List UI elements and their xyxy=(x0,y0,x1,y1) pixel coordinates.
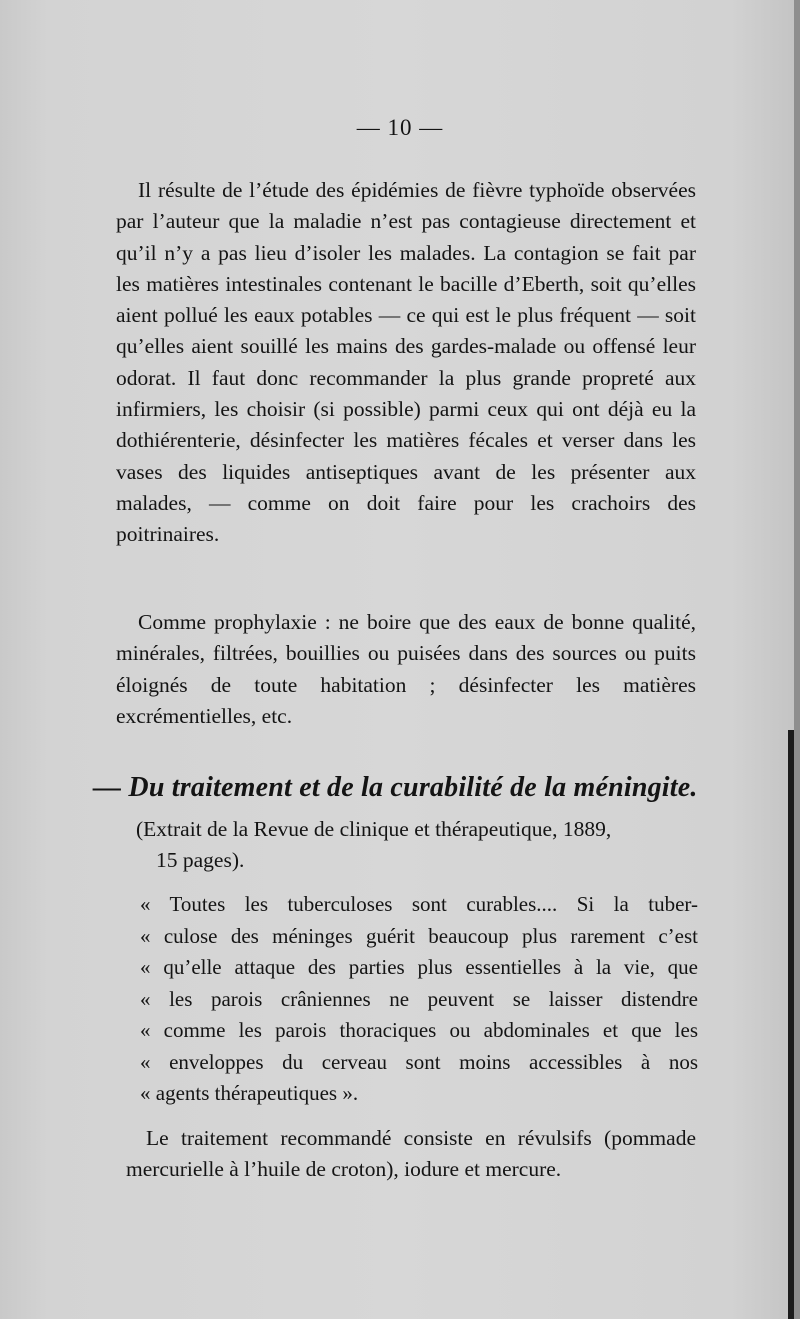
paragraph-treatment xyxy=(126,1123,696,1185)
quote-line: « comme les parois thoraciques ou abdominales et que les xyxy=(140,1018,698,1042)
quote-line: « les parois crâniennes ne peuvent se laisser distendre xyxy=(140,986,698,1011)
paragraph-text: Le traitement recommandé consiste en révulsifs (pommade mercurielle à l’huile de croton), iodure et mercure. xyxy=(126,1126,696,1181)
source-line-2: 15 pages). xyxy=(156,848,245,872)
paragraph-text: Comme prophylaxie : ne boire que des eaux de bonne qualité, minérales, filtrées, bouillies ou puisées dans des sources ou puits éloignés de toute habitation ; désinfecter les matières excrémentielles, etc. xyxy=(116,610,696,728)
quote-line: « culose des méninges guérit beaucoup plus rarement c’est xyxy=(140,923,698,948)
section-title: — Du traitement et de la curabilité de la méningite. xyxy=(93,772,698,803)
quote-line: « qu’elle attaque des parties plus essentielles à la vie, que xyxy=(140,955,698,979)
quote-line: « enveloppes du cerveau sont moins accessibles à nos xyxy=(140,1049,698,1074)
quote-line: « Toutes les tuberculoses sont curables.... Si la tuber- xyxy=(140,892,698,916)
paragraph-text: Il résulte de l’étude des épidémies de fièvre typhoïde observées par l’auteur que la maladie n’est pas contagieuse directement et qu’il n’y a pas lieu d’isoler les malades. La contagion se fait par les matières intestinales contenant le bacille d’Eberth, soit qu’elles aient pollué les eaux potables — ce qui est le plus fréquent — soit qu’elles aient souillé les mains des gardes-malade ou offensé leur odorat. Il faut donc recommander la plus grande propreté aux infirmiers, les choisir (si possible) parmi ceux qui ont déjà eu la dothiérenterie, désinfecter les matières fécales et verser dans les vases des liquides antiseptiques avant de les présenter aux malades, — comme on doit faire pour les crachoirs des poitrinaires. xyxy=(116,178,696,547)
paragraph-typhoid xyxy=(116,175,696,551)
section-source xyxy=(136,814,696,876)
page-edge-shadow xyxy=(788,730,794,1319)
source-line-1: (Extrait de la Revue de clinique et thérapeutique, 1889, xyxy=(136,817,612,841)
paragraph-prophylaxis xyxy=(116,607,696,732)
page-number: — 10 — xyxy=(356,115,444,140)
quotation xyxy=(118,889,698,1110)
quote-line: « agents thérapeutiques ». xyxy=(140,1081,359,1105)
